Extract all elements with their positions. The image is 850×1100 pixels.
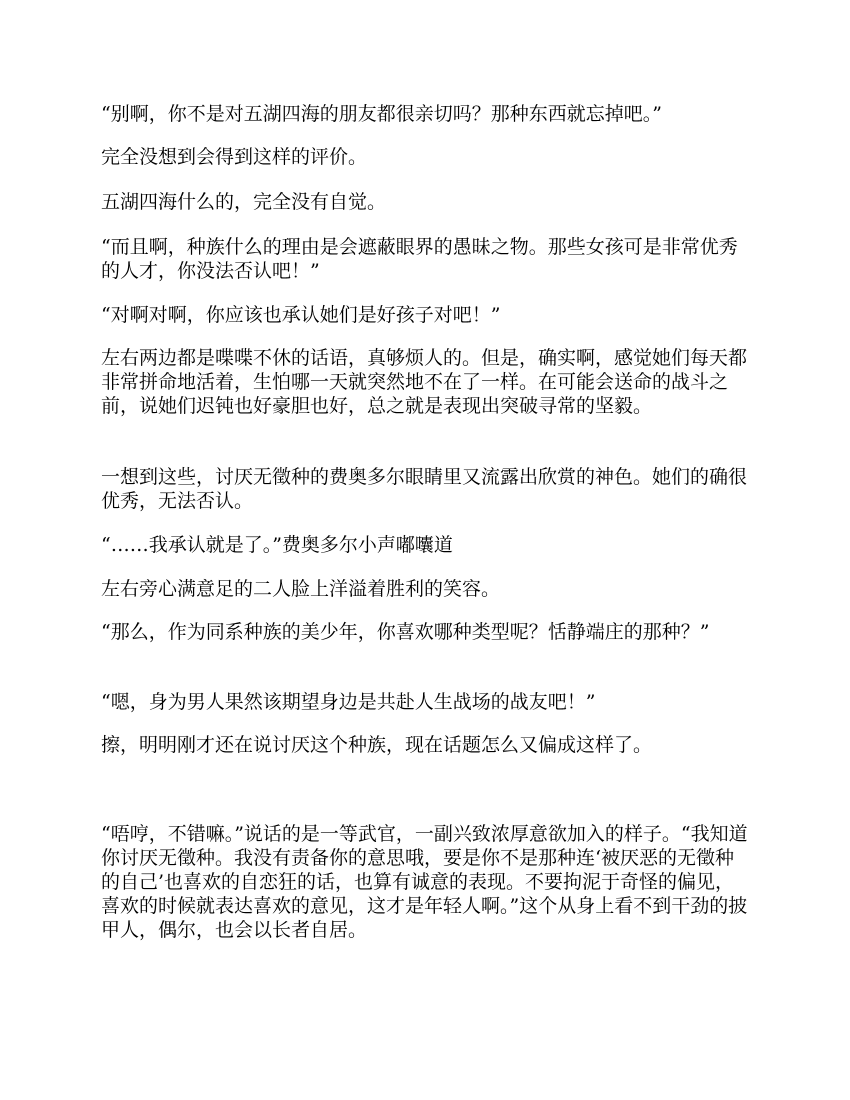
paragraph-2: 完全没想到会得到这样的评价。 bbox=[101, 146, 368, 168]
paragraph-7: 一想到这些，讨厌无徵种的费奥多尔眼睛里又流露出欣赏的神色。她们的确很优秀，无法否认。 bbox=[101, 466, 748, 512]
paragraph-12: 擦，明明刚才还在说讨厌这个种族，现在话题怎么又偏成这样了。 bbox=[101, 734, 653, 756]
paragraph-6: 左右两边都是喋喋不休的话语，真够烦人的。但是，确实啊，感觉她们每天都非常拼命地活着，生怕哪一天就突然地不在了一样。在可能会送命的战斗之前，说她们迟钝也好豪胆也好，总之就是表现出突破寻常的坚毅。 bbox=[101, 347, 748, 417]
paragraph-9: 左右旁心满意足的二人脸上洋溢着胜利的笑容。 bbox=[101, 578, 501, 600]
paragraph-5: “对啊对啊，你应该也承认她们是好孩子对吧！” bbox=[101, 304, 501, 326]
paragraph-10: “那么，作为同系种族的美少年，你喜欢哪种类型呢？恬静端庄的那种？” bbox=[101, 621, 710, 643]
paragraph-3: 五湖四海什么的，完全没有自觉。 bbox=[101, 191, 387, 213]
paragraph-11: “嗯，身为男人果然该期望身边是共赴人生战场的战友吧！” bbox=[101, 691, 596, 713]
paragraph-13: “唔哼，不错嘛。”说话的是一等武官，一副兴致浓厚意欲加入的样子。“我知道你讨厌无徵种。我没有责备你的意思哦，要是你不是那种连‘被厌恶的无徵种的自己’也喜欢的自恋狂的话，也算有诚意的表现。不要拘泥于奇怪的偏见，喜欢的时候就表达喜欢的意见，这才是年轻人啊。”这个从身上看不到干劲的披甲人，偶尔，也会以长者自居。 bbox=[101, 823, 748, 941]
paragraph-4: “而且啊，种族什么的理由是会遮蔽眼界的愚昧之物。那些女孩可是非常优秀的人才，你没法否认吧！” bbox=[101, 236, 738, 282]
paragraph-8: “……我承认就是了。”费奥多尔小声嘟囔道 bbox=[101, 534, 453, 556]
paragraph-1: “别啊，你不是对五湖四海的朋友都很亲切吗？那种东西就忘掉吧。” bbox=[101, 103, 662, 125]
